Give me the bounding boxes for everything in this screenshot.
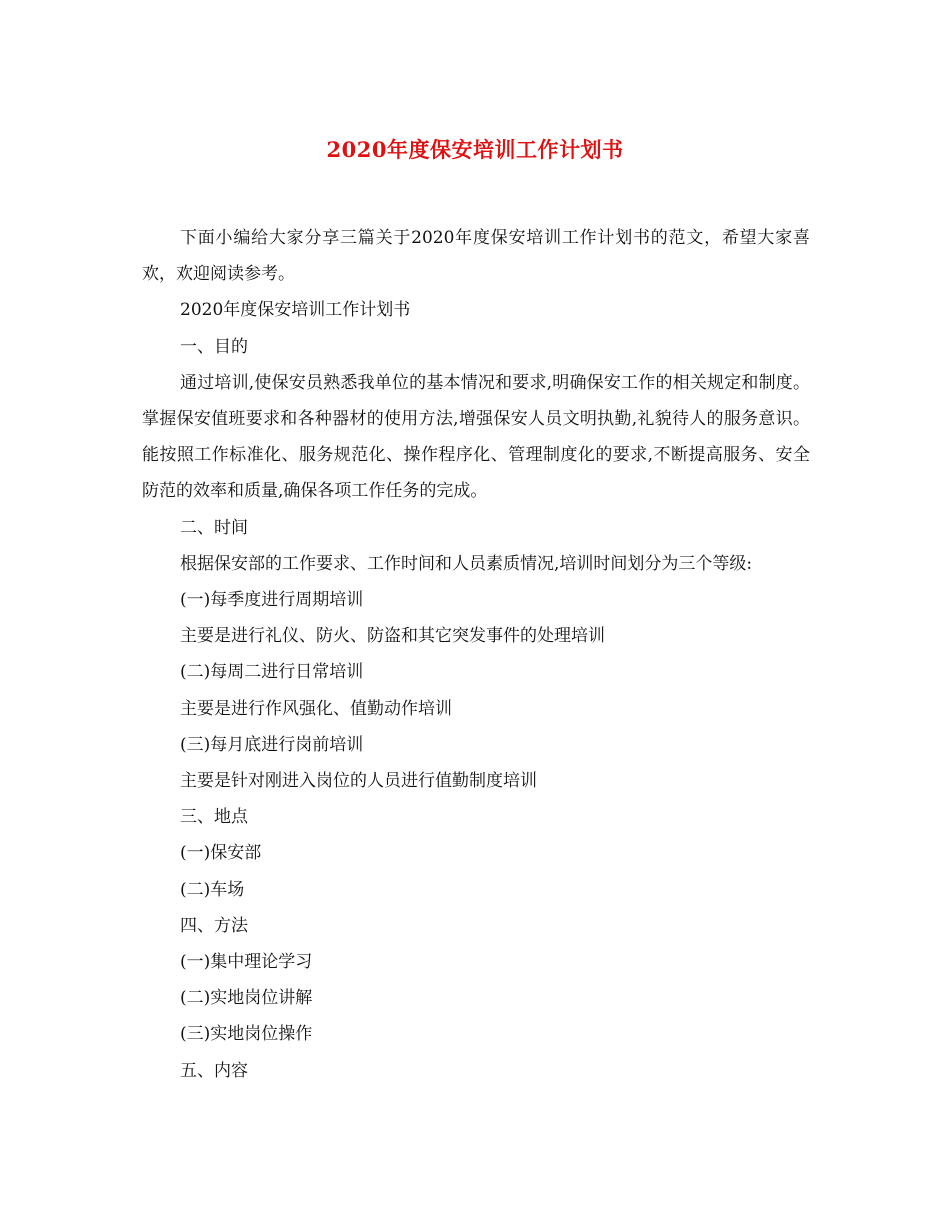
section-heading-content: 五、内容 — [180, 1060, 248, 1081]
list-item: (一)每季度进行周期培训 — [180, 590, 364, 611]
section-heading-method: 四、方法 — [180, 915, 248, 936]
list-item: (二)每周二进行日常培训 — [180, 662, 364, 683]
document-body — [142, 220, 810, 1089]
document-title: 2020年度保安培训工作计划书 — [326, 137, 624, 162]
list-item: (二)车场 — [180, 879, 245, 900]
list-item: (一)集中理论学习 — [180, 952, 313, 973]
subtitle-paragraph: 2020年度保安培训工作计划书 — [180, 300, 411, 321]
time-paragraph: 根据保安部的工作要求、工作时间和人员素质情况,培训时间划分为三个等级: — [180, 553, 753, 574]
list-item: (一)保安部 — [180, 843, 262, 864]
purpose-paragraph: 通过培训,使保安员熟悉我单位的基本情况和要求,明确保安工作的相关规定和制度。掌握保安值班要求和各种器材的使用方法,增强保安人员文明执勤,礼貌待人的服务意识。能按照工作标准化、服务规范化、操作程序化、管理制度化的要求,不断提高服务、安全防范的效率和质量,确保各项工作任务的完成。 — [142, 372, 810, 502]
list-item: 主要是进行作风强化、值勤动作培训 — [180, 698, 452, 719]
section-heading-time: 二、时间 — [180, 517, 248, 538]
list-item: 主要是进行礼仪、防火、防盗和其它突发事件的处理培训 — [180, 626, 605, 647]
list-item: (三)实地岗位操作 — [180, 1024, 313, 1045]
section-heading-purpose: 一、目的 — [180, 336, 248, 357]
list-item: 主要是针对刚进入岗位的人员进行值勤制度培训 — [180, 771, 537, 792]
section-heading-location: 三、地点 — [180, 807, 248, 828]
intro-paragraph: 下面小编给大家分享三篇关于2020年度保安培训工作计划书的范文，希望大家喜欢，欢迎阅读参考。 — [142, 228, 810, 285]
list-item: (三)每月底进行岗前培训 — [180, 734, 364, 755]
list-item: (二)实地岗位讲解 — [180, 988, 313, 1009]
